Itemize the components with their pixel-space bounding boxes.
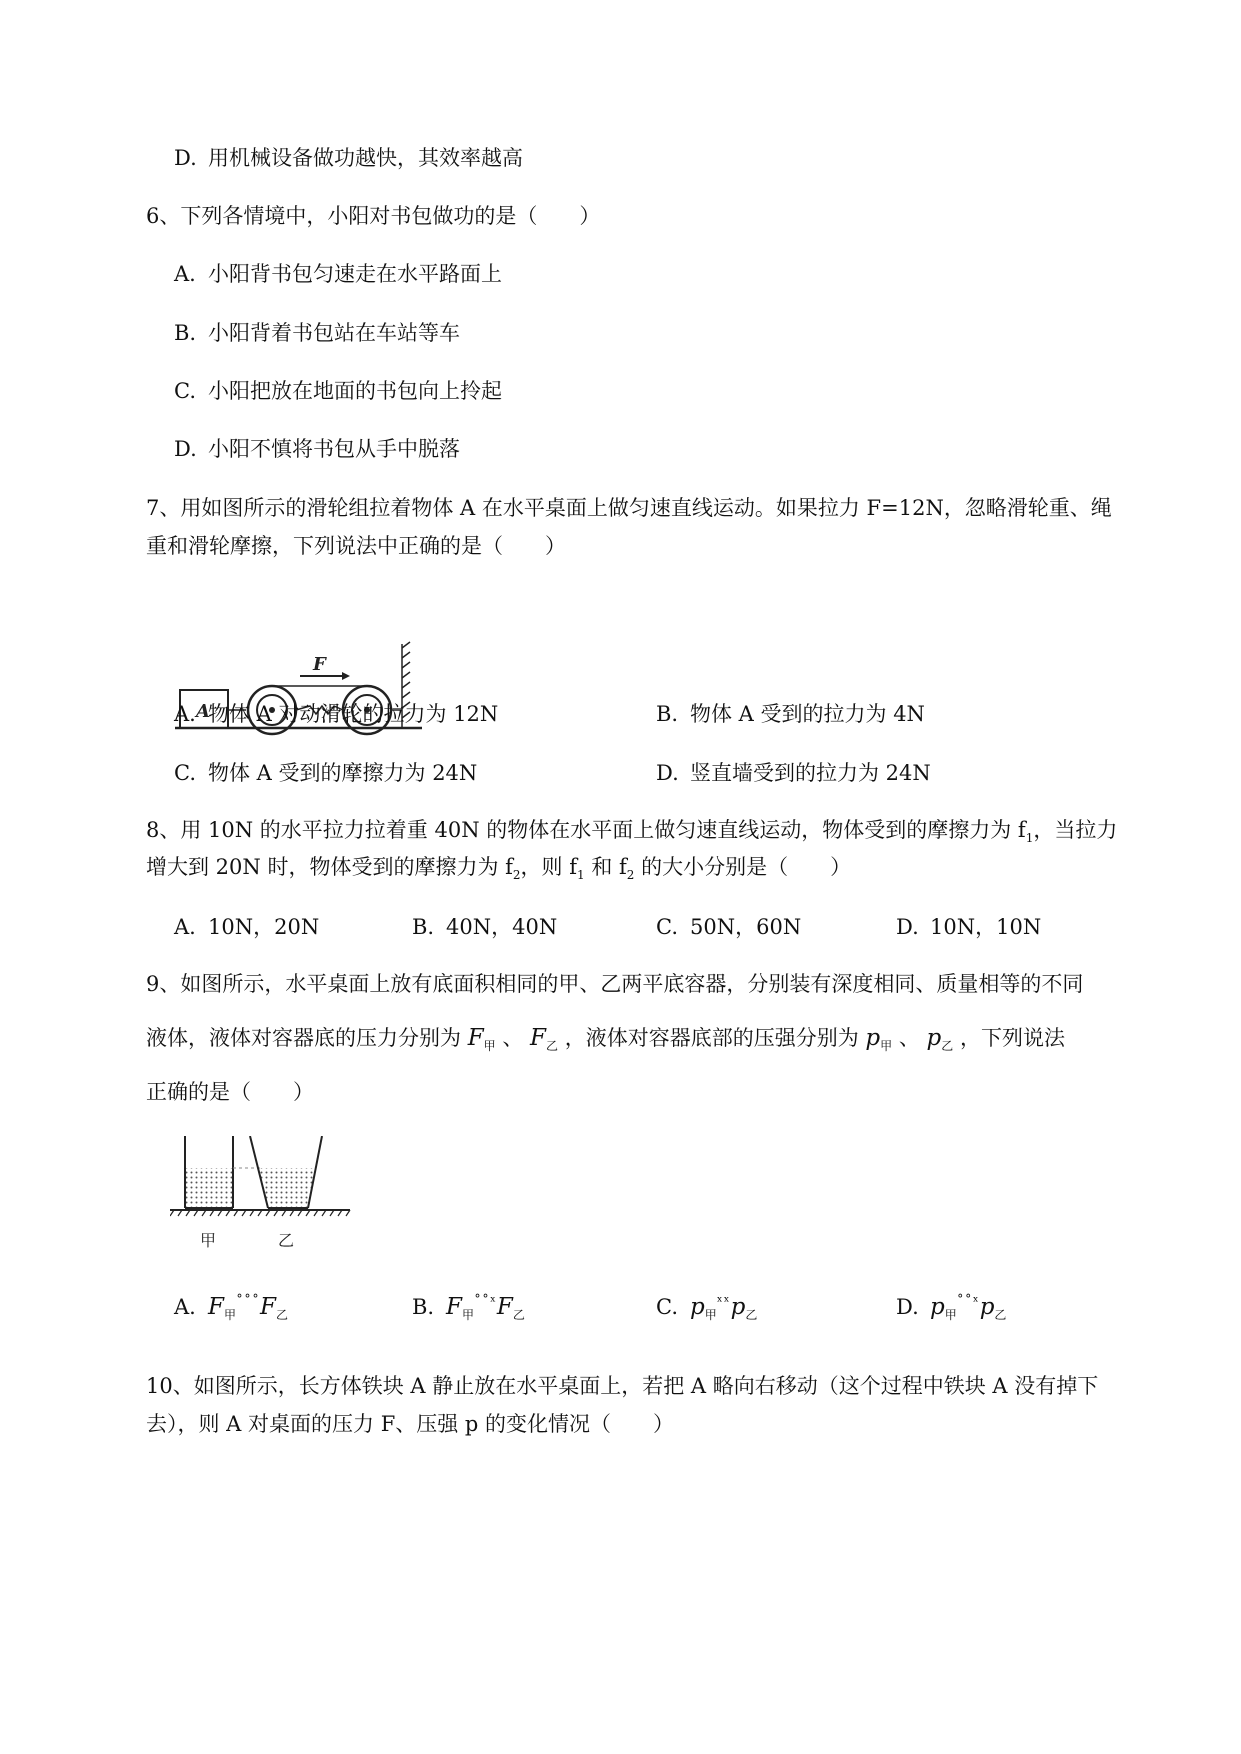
option-letter: D. xyxy=(896,915,919,939)
option-letter: D. xyxy=(656,761,679,785)
q7-option-a xyxy=(174,698,498,728)
q8-option-b xyxy=(412,911,557,941)
option-letter: B. xyxy=(412,915,435,939)
option-letter: C. xyxy=(174,379,196,403)
option-letter: D. xyxy=(174,437,197,461)
option-letter: C. xyxy=(656,915,678,939)
option-letter: A. xyxy=(174,702,196,726)
containers-figure xyxy=(170,1136,380,1256)
label-jia: 甲 xyxy=(200,1231,217,1250)
force-label: F xyxy=(313,654,326,675)
q8-option-d xyxy=(896,911,1041,941)
option-text: 小阳背着书包站在车站等车 xyxy=(208,321,460,345)
q7-option-b xyxy=(656,698,925,728)
q9-option-b: B. $F_甲^{˚˚ˣ}F_乙$ xyxy=(412,1294,525,1323)
q6-option-d xyxy=(174,433,460,463)
q7-option-c xyxy=(174,757,477,787)
q8-stem-line1: 8、用 10N 的水平拉力拉着重 40N 的物体在水平面上做匀速直线运动，物体受到的摩擦力为 $f_1$，当拉力 xyxy=(146,818,1118,846)
q6-stem: 6、下列各情境中，小阳对书包做功的是（ ） xyxy=(146,204,601,228)
q5-option-d xyxy=(174,142,523,172)
q6-option-c xyxy=(174,375,502,405)
option-text: 40N，40N xyxy=(446,915,558,939)
option-text: 10N，10N xyxy=(930,915,1042,939)
q9-stem-line3: 正确的是（ ） xyxy=(146,1080,314,1104)
q6-option-a xyxy=(174,258,502,288)
option-text: 用机械设备做功越快，其效率越高 xyxy=(208,146,523,170)
option-letter: D. xyxy=(174,146,197,170)
q7-stem-line1: 7、用如图所示的滑轮组拉着物体 A 在水平桌面上做匀速直线运动。如果拉力 F=12N，忽略滑轮重、绳 xyxy=(146,496,1112,520)
block-a-label: A xyxy=(196,701,210,722)
option-letter: B. xyxy=(656,702,679,726)
q7-option-d xyxy=(656,757,931,787)
label-yi: 乙 xyxy=(278,1231,295,1250)
option-text: 物体 A 受到的摩擦力为 24N xyxy=(208,761,478,785)
option-text: 50N，60N xyxy=(690,915,802,939)
option-letter: B. xyxy=(174,321,197,345)
option-text: 小阳把放在地面的书包向上拎起 xyxy=(208,379,502,403)
q10-stem-line1: 10、如图所示，长方体铁块 A 静止放在水平桌面上，若把 A 略向右移动（这个过程中铁块 A 没有掉下 xyxy=(146,1374,1099,1398)
option-text: 小阳背书包匀速走在水平路面上 xyxy=(208,262,502,286)
q7-stem-line2: 重和滑轮摩擦，下列说法中正确的是（ ） xyxy=(146,534,566,558)
q6-option-b xyxy=(174,317,460,347)
option-letter: C. xyxy=(174,761,196,785)
q10-stem-line2: 去），则 A 对桌面的压力 F、压强 p 的变化情况（ ） xyxy=(146,1412,675,1436)
q8-stem-line2: 增大到 20N 时，物体受到的摩擦力为 $f_2$，则 $f_1$ 和 $f_2$ 的大小分别是（ ） xyxy=(146,855,852,883)
option-text: 竖直墙受到的拉力为 24N xyxy=(690,761,931,785)
option-letter: A. xyxy=(174,915,196,939)
q9-option-d: D. $p_甲^{˚˚ˣ}p_乙$ xyxy=(896,1294,1007,1323)
q9-option-a: A. $F_甲^{˚˚˚}F_乙$ xyxy=(174,1294,288,1323)
q9-stem-line2: 液体，液体对容器底的压力分别为 $F_甲$ 、 $F_乙$ ，液体对容器底部的压强分别为 $p_甲$ 、 $p_乙$ ，下列说法 xyxy=(146,1025,1065,1054)
q8-option-a xyxy=(174,911,319,941)
q9-option-c: C. $p_甲^{ˣˣ}p_乙$ xyxy=(656,1294,758,1323)
q8-option-c xyxy=(656,911,801,941)
option-text: 物体 A 对动滑轮的拉力为 12N xyxy=(208,702,499,726)
option-text: 10N，20N xyxy=(208,915,320,939)
option-text: 物体 A 受到的拉力为 4N xyxy=(690,702,925,726)
option-text: 小阳不慎将书包从手中脱落 xyxy=(208,437,460,461)
q9-stem-line1: 9、如图所示，水平桌面上放有底面积相同的甲、乙两平底容器，分别装有深度相同、质量相等的不同 xyxy=(146,972,1084,996)
option-letter: A. xyxy=(174,262,196,286)
